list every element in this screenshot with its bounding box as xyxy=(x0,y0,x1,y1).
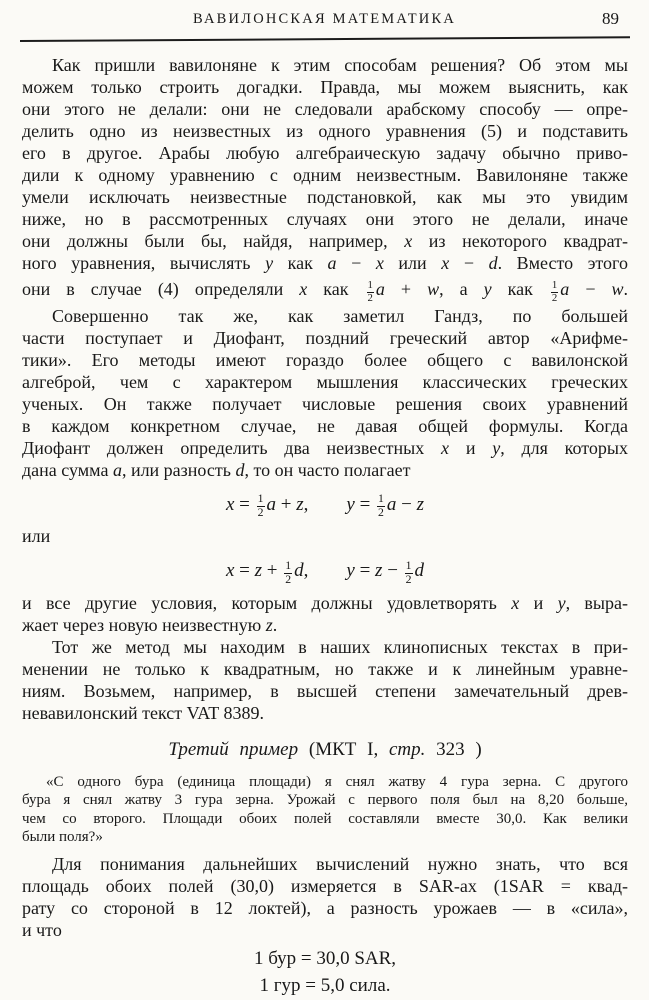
paragraph-conditions xyxy=(22,592,628,636)
text-run: они должны были бы, найдя, например, xyxy=(22,231,405,251)
text-run: , выра- xyxy=(565,592,628,613)
text-run: они в случае (4) определяли xyxy=(22,279,300,299)
text-run: = xyxy=(234,560,255,582)
text-line xyxy=(22,525,628,547)
math-var: d xyxy=(414,560,425,582)
text-line xyxy=(22,614,628,636)
math-var: d xyxy=(294,560,304,582)
text-run: бура я снял жатву 3 гура зерна. Урожай с первого поля был на 8,20 больше, xyxy=(22,792,628,809)
text-line xyxy=(22,305,628,327)
text-run: жает через новую неизвестную xyxy=(22,614,266,635)
text-run: тики». Его методы имеют гораздо более общего с вавилонской xyxy=(22,349,628,370)
text-run: ниже, но в рассмотренных случаях они этого не делали, иначе xyxy=(22,209,628,229)
fraction-denominator: 2 xyxy=(257,506,264,520)
fraction-denominator: 2 xyxy=(405,572,412,586)
math-var: z xyxy=(375,560,383,582)
fraction xyxy=(284,560,292,587)
math-var: x xyxy=(375,253,384,273)
text-line xyxy=(22,919,628,941)
text-run: как xyxy=(491,279,549,299)
text-run: и xyxy=(519,592,558,613)
text-line xyxy=(22,680,628,702)
text-line xyxy=(22,54,628,76)
text-run: . Вместо этого xyxy=(497,253,628,273)
equation-line xyxy=(22,972,628,999)
math-var: z xyxy=(416,493,425,515)
text-run: алгеброй, чем с характером мышления классических греческих xyxy=(22,371,628,392)
text-run: = xyxy=(354,560,376,582)
text-run: ниям. Возьмем, например, в высшей степени замечательный древ- xyxy=(22,680,628,701)
text-run: в каждом конкретном случае, не давая общей формулы. Когда xyxy=(22,415,628,436)
math-var: z xyxy=(265,614,273,635)
math-var: y xyxy=(483,279,492,299)
text-run: Для понимания дальнейших вычислений нужно знать, что вся xyxy=(52,853,628,874)
math-var: y xyxy=(492,437,501,458)
text-run: умели исключать неизвестные подстановкой, как мы это увидим xyxy=(22,187,628,207)
text-run: «С одного бура (единица площади) я снял жатву 4 гура зерна. С другого xyxy=(46,773,628,790)
math-var: y xyxy=(346,493,355,515)
text-line xyxy=(22,274,628,305)
text-run: . xyxy=(272,614,278,635)
math-var: x xyxy=(441,437,450,458)
text-run: − xyxy=(336,253,376,273)
math-var: x xyxy=(441,253,450,273)
fraction-numerator: 1 xyxy=(367,279,373,292)
text-run: из некоторого квадрат- xyxy=(412,231,628,251)
text-run: , xyxy=(303,560,347,582)
paragraph-method xyxy=(22,636,628,724)
text-run: = xyxy=(354,493,376,515)
text-line xyxy=(22,636,628,658)
text-run: 1 бур = 30,0 SAR, xyxy=(253,947,397,969)
text-run: его в другое. Арабы любую алгебраическую задачу обычно приво- xyxy=(22,143,628,163)
text-line xyxy=(22,459,628,481)
page-number: 89 xyxy=(602,9,619,28)
fraction-denominator: 2 xyxy=(551,291,558,304)
text-run: делить одно из неизвестных из одного уравнения (5) и подставить xyxy=(22,121,628,141)
text-run: и что xyxy=(22,919,62,940)
math-var: x xyxy=(225,560,235,582)
text-line xyxy=(22,208,628,230)
text-run: , xyxy=(303,493,347,515)
math-var: y xyxy=(265,253,274,273)
fraction-numerator: 1 xyxy=(405,558,412,572)
paragraph-diophantus xyxy=(22,305,628,481)
text-line xyxy=(22,327,628,349)
math-var: x xyxy=(511,592,520,613)
text-run: площадь обоих полей (30,0) измеряется в SAR-ах (1SAR = квад- xyxy=(22,875,628,896)
header-rule xyxy=(20,36,630,42)
text-run: или xyxy=(22,526,51,547)
math-var: w xyxy=(427,279,440,299)
math-var: a xyxy=(112,459,122,480)
text-run: − xyxy=(449,253,489,273)
fraction-numerator: 1 xyxy=(285,558,292,572)
text-run: дили к одному уравнению с одним неизвестным. Вавилоняне также xyxy=(22,165,628,185)
text-run: , для которых xyxy=(500,437,628,458)
text-run: и все другие условия, которым должны удовлетворять xyxy=(22,592,512,613)
text-run: + xyxy=(262,560,283,582)
math-var: y xyxy=(346,560,355,582)
text-run: − xyxy=(396,493,417,515)
text-run: . xyxy=(623,279,628,299)
text-line xyxy=(22,142,628,164)
text-run: , а xyxy=(439,279,484,299)
text-line xyxy=(22,393,628,415)
fraction-denominator: 2 xyxy=(285,572,292,586)
text-run: = xyxy=(234,493,255,515)
text-run: части поступает и Диофант, поздний греческий автор «Арифме- xyxy=(22,327,628,348)
text-run: 1 гур = 5,0 сила. xyxy=(259,974,391,996)
text-run: (МКТ I, xyxy=(298,738,389,760)
math-var: d xyxy=(488,253,498,273)
text-run: чем со второго. Площади обоих полей составляли вместе 30,0. Как велики xyxy=(22,810,628,827)
text-line xyxy=(22,791,628,810)
fraction xyxy=(551,280,558,305)
math-var: y xyxy=(557,592,566,613)
display-formula-difference xyxy=(22,556,628,586)
math-var: Третий пример xyxy=(168,738,299,760)
math-var: a xyxy=(266,493,276,515)
text-line xyxy=(22,592,628,614)
text-line xyxy=(22,875,628,897)
text-run: дана сумма xyxy=(22,459,113,480)
text-run: как xyxy=(307,279,365,299)
text-line xyxy=(22,98,628,120)
text-line xyxy=(22,828,628,847)
fraction-numerator: 1 xyxy=(257,492,264,506)
section-heading-third-example xyxy=(22,738,628,762)
text-line xyxy=(22,853,628,875)
text-line xyxy=(22,230,628,252)
text-run: и xyxy=(449,437,493,458)
text-run: Тот же метод мы находим в наших клинописных текстах в при- xyxy=(52,636,628,657)
text-run: − xyxy=(569,279,612,299)
text-run: ного уравнения, вычислять xyxy=(22,253,266,273)
fraction xyxy=(257,493,265,520)
text-run: Диофант должен определить два неизвестных xyxy=(22,437,442,458)
text-line xyxy=(22,773,628,792)
text-run: менении не только к квадратным, но также и к линейным уравне- xyxy=(22,658,628,679)
text-run: + xyxy=(384,279,428,299)
word-or xyxy=(22,525,628,547)
text-run: невавилонский текст VAT 8389. xyxy=(22,702,264,723)
text-run: рату со стороной в 12 локтей), а разность урожаев — в «сила», xyxy=(22,897,628,918)
text-run: Совершенно так же, как заметил Гандз, по большей xyxy=(52,305,628,326)
text-run: 323 ) xyxy=(425,738,482,760)
fraction-numerator: 1 xyxy=(378,492,384,506)
text-line xyxy=(22,164,628,186)
math-var: z xyxy=(296,493,304,515)
text-run: можем только строить догадки. Правда, мы можем выяснить, как xyxy=(22,77,628,97)
fraction xyxy=(405,560,413,587)
unit-equations xyxy=(22,945,628,999)
text-run: они этого не делали: они не следовали арабскому способу — опре- xyxy=(22,99,628,119)
math-var: z xyxy=(254,560,263,582)
display-formula-sum xyxy=(22,490,628,520)
text-line xyxy=(22,186,628,208)
fraction-denominator: 2 xyxy=(367,291,373,304)
math-var: x xyxy=(225,493,235,515)
text-run: , то он часто полагает xyxy=(244,459,411,480)
math-var: x xyxy=(299,279,308,299)
text-line xyxy=(22,76,628,98)
text-line xyxy=(22,349,628,371)
text-run: , или разность xyxy=(121,459,236,480)
math-var: a xyxy=(327,253,337,273)
running-header-title: ВАВИЛОНСКАЯ МАТЕМАТИКА xyxy=(192,11,457,27)
math-var: a xyxy=(386,493,397,515)
text-line xyxy=(22,658,628,680)
text-run: Как пришли вавилоняне к этим способам решения? Об этом мы xyxy=(52,55,628,75)
paragraph-understanding xyxy=(22,853,628,941)
text-line xyxy=(22,120,628,142)
text-run: ученых. Он также получает числовые решения своих уравнений xyxy=(22,393,628,414)
text-line xyxy=(22,702,628,724)
text-run: или xyxy=(383,253,442,273)
text-line xyxy=(22,897,628,919)
text-run: − xyxy=(382,560,403,582)
text-run: + xyxy=(276,493,297,515)
fraction xyxy=(377,493,385,520)
math-var: a xyxy=(375,279,385,299)
text-line xyxy=(22,437,628,459)
text-line xyxy=(22,415,628,437)
math-var: a xyxy=(560,279,570,299)
text-line xyxy=(22,371,628,393)
quote-problem-text xyxy=(22,773,628,847)
text-run: как xyxy=(273,253,328,273)
equation-line xyxy=(22,945,628,972)
paragraph-intro xyxy=(22,54,628,305)
text-line xyxy=(22,252,628,274)
math-var: x xyxy=(404,231,413,251)
fraction-numerator: 1 xyxy=(551,279,558,292)
fraction-denominator: 2 xyxy=(378,506,384,520)
text-run: были поля?» xyxy=(22,829,103,846)
text-line xyxy=(22,810,628,829)
math-var: d xyxy=(235,459,245,480)
math-var: стр. xyxy=(388,738,426,760)
math-var: w xyxy=(611,279,624,299)
fraction xyxy=(367,280,374,305)
page-body xyxy=(22,54,628,999)
